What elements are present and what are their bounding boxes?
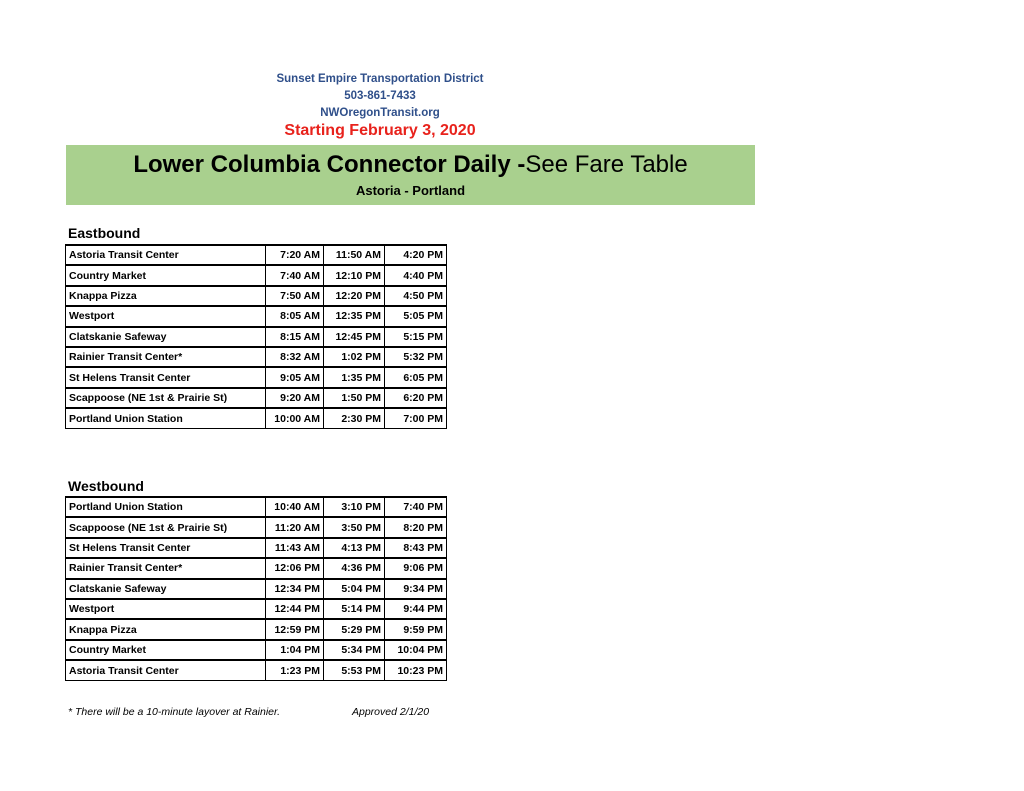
table-row xyxy=(66,497,447,517)
eastbound-heading: Eastbound xyxy=(68,225,141,241)
table-row xyxy=(66,286,447,306)
departure-time-cell: 12:44 PM xyxy=(266,599,324,619)
table-row xyxy=(66,538,447,558)
stop-name-cell: Knappa Pizza xyxy=(66,619,266,639)
stop-name-cell: Knappa Pizza xyxy=(66,286,266,306)
agency-name: Sunset Empire Transportation District xyxy=(276,73,484,85)
departure-time-cell: 12:45 PM xyxy=(324,327,385,347)
departure-time-cell: 4:50 PM xyxy=(385,286,447,306)
departure-time-cell: 9:06 PM xyxy=(385,558,447,578)
departure-time-cell: 8:43 PM xyxy=(385,538,447,558)
departure-time-cell: 12:34 PM xyxy=(266,579,324,599)
stop-name-cell: St Helens Transit Center xyxy=(66,538,266,558)
departure-time-cell: 1:04 PM xyxy=(266,640,324,660)
stop-name-cell: Scappoose (NE 1st & Prairie St) xyxy=(66,388,266,408)
departure-time-cell: 12:20 PM xyxy=(324,286,385,306)
table-row xyxy=(66,558,447,578)
banner-title-bold: Lower Columbia Connector Daily - xyxy=(133,151,526,178)
stop-name-cell: Scappoose (NE 1st & Prairie St) xyxy=(66,517,266,537)
departure-time-cell: 7:40 PM xyxy=(385,497,447,517)
departure-time-cell: 4:36 PM xyxy=(324,558,385,578)
departure-time-cell: 12:59 PM xyxy=(266,619,324,639)
departure-time-cell: 12:06 PM xyxy=(266,558,324,578)
banner-subtitle: Astoria - Portland xyxy=(355,183,466,198)
approved-date: Approved 2/1/20 xyxy=(352,706,430,718)
table-row xyxy=(66,327,447,347)
departure-time-cell: 4:20 PM xyxy=(385,245,447,265)
departure-time-cell: 10:40 AM xyxy=(266,497,324,517)
table-row xyxy=(66,640,447,660)
departure-time-cell: 5:34 PM xyxy=(324,640,385,660)
departure-time-cell: 1:23 PM xyxy=(266,660,324,680)
departure-time-cell: 5:14 PM xyxy=(324,599,385,619)
departure-time-cell: 2:30 PM xyxy=(324,408,385,428)
departure-time-cell: 1:02 PM xyxy=(324,347,385,367)
departure-time-cell: 5:53 PM xyxy=(324,660,385,680)
departure-time-cell: 9:05 AM xyxy=(266,367,324,387)
table-row xyxy=(66,599,447,619)
table-row xyxy=(66,347,447,367)
table-row xyxy=(66,265,447,285)
stop-name-cell: Astoria Transit Center xyxy=(66,245,266,265)
departure-time-cell: 7:00 PM xyxy=(385,408,447,428)
departure-time-cell: 1:35 PM xyxy=(324,367,385,387)
start-date: Starting February 3, 2020 xyxy=(284,122,476,139)
banner-title-rest: See Fare Table xyxy=(525,151,688,178)
table-row xyxy=(66,517,447,537)
stop-name-cell: St Helens Transit Center xyxy=(66,367,266,387)
table-row xyxy=(66,306,447,326)
stop-name-cell: Clatskanie Safeway xyxy=(66,327,266,347)
departure-time-cell: 9:59 PM xyxy=(385,619,447,639)
departure-time-cell: 9:44 PM xyxy=(385,599,447,619)
departure-time-cell: 9:20 AM xyxy=(266,388,324,408)
stop-name-cell: Rainier Transit Center* xyxy=(66,347,266,367)
eastbound-schedule-table xyxy=(65,244,447,429)
departure-time-cell: 10:23 PM xyxy=(385,660,447,680)
table-row xyxy=(66,408,447,428)
departure-time-cell: 10:04 PM xyxy=(385,640,447,660)
table-row xyxy=(66,388,447,408)
departure-time-cell: 8:20 PM xyxy=(385,517,447,537)
departure-time-cell: 7:20 AM xyxy=(266,245,324,265)
table-row xyxy=(66,245,447,265)
departure-time-cell: 12:10 PM xyxy=(324,265,385,285)
departure-time-cell: 8:15 AM xyxy=(266,327,324,347)
table-row xyxy=(66,579,447,599)
departure-time-cell: 5:32 PM xyxy=(385,347,447,367)
departure-time-cell: 4:40 PM xyxy=(385,265,447,285)
departure-time-cell: 9:34 PM xyxy=(385,579,447,599)
stop-name-cell: Westport xyxy=(66,599,266,619)
stop-name-cell: Rainier Transit Center* xyxy=(66,558,266,578)
departure-time-cell: 3:50 PM xyxy=(324,517,385,537)
agency-website: NWOregonTransit.org xyxy=(320,107,440,119)
departure-time-cell: 6:05 PM xyxy=(385,367,447,387)
stop-name-cell: Westport xyxy=(66,306,266,326)
stop-name-cell: Clatskanie Safeway xyxy=(66,579,266,599)
departure-time-cell: 1:50 PM xyxy=(324,388,385,408)
departure-time-cell: 3:10 PM xyxy=(324,497,385,517)
stop-name-cell: Country Market xyxy=(66,265,266,285)
departure-time-cell: 7:50 AM xyxy=(266,286,324,306)
departure-time-cell: 5:15 PM xyxy=(385,327,447,347)
title-banner xyxy=(66,145,755,205)
departure-time-cell: 11:50 AM xyxy=(324,245,385,265)
stop-name-cell: Portland Union Station xyxy=(66,408,266,428)
departure-time-cell: 8:05 AM xyxy=(266,306,324,326)
departure-time-cell: 7:40 AM xyxy=(266,265,324,285)
table-row xyxy=(66,619,447,639)
departure-time-cell: 5:29 PM xyxy=(324,619,385,639)
table-row xyxy=(66,660,447,680)
departure-time-cell: 8:32 AM xyxy=(266,347,324,367)
agency-phone: 503-861-7433 xyxy=(344,90,416,102)
departure-time-cell: 5:04 PM xyxy=(324,579,385,599)
footnote: * There will be a 10-minute layover at Rainier. xyxy=(68,706,281,718)
table-row xyxy=(66,367,447,387)
departure-time-cell: 4:13 PM xyxy=(324,538,385,558)
stop-name-cell: Portland Union Station xyxy=(66,497,266,517)
departure-time-cell: 5:05 PM xyxy=(385,306,447,326)
departure-time-cell: 11:20 AM xyxy=(266,517,324,537)
departure-time-cell: 6:20 PM xyxy=(385,388,447,408)
banner-title xyxy=(66,151,755,179)
departure-time-cell: 12:35 PM xyxy=(324,306,385,326)
stop-name-cell: Country Market xyxy=(66,640,266,660)
westbound-schedule-table xyxy=(65,496,447,681)
departure-time-cell: 11:43 AM xyxy=(266,538,324,558)
departure-time-cell: 10:00 AM xyxy=(266,408,324,428)
stop-name-cell: Astoria Transit Center xyxy=(66,660,266,680)
westbound-heading: Westbound xyxy=(68,478,144,494)
